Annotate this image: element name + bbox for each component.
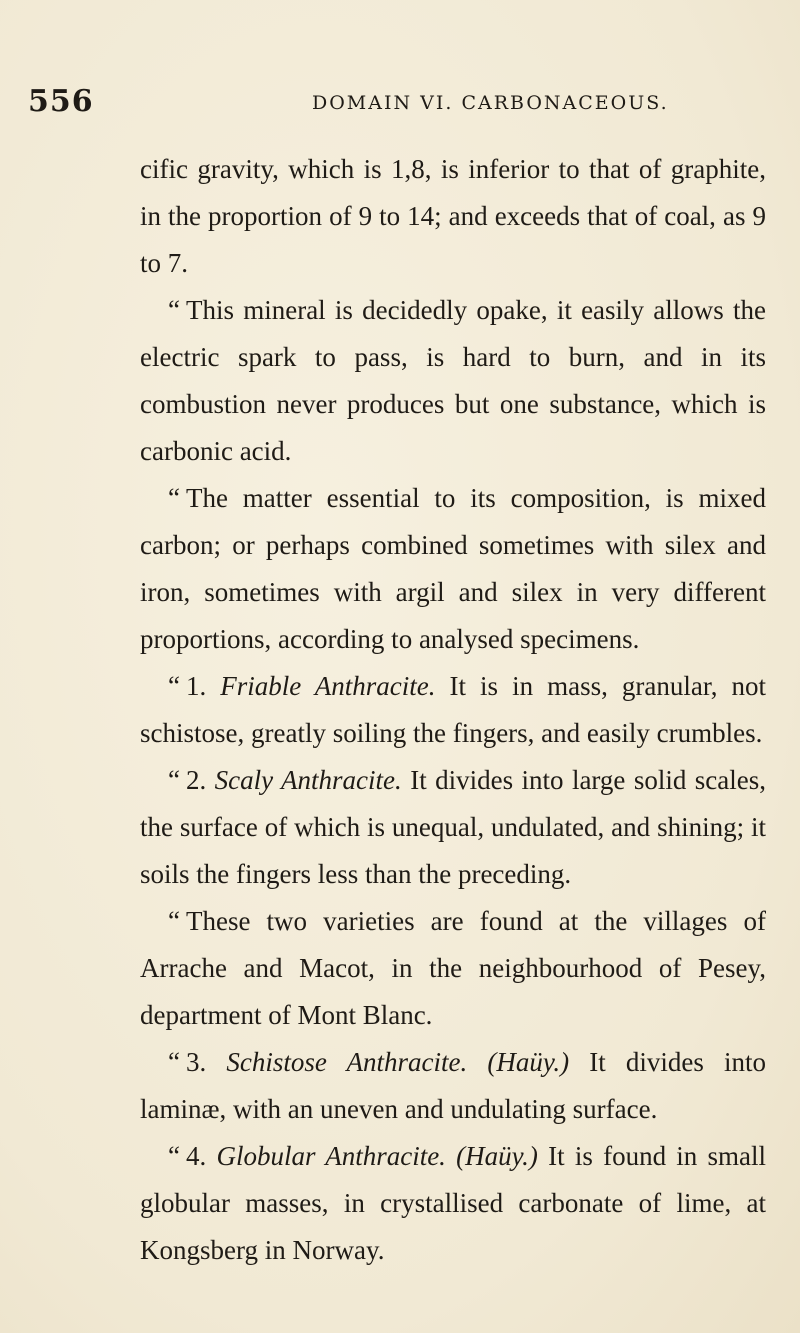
open-quote: “ [168,483,180,513]
item-number: 1. [185,671,207,701]
body-text [140,146,766,1274]
paragraph-text: It is in mass, granular, not schistose, greatly soiling the fingers, and easily crumbles. [140,671,767,748]
page-number: 556 [28,84,94,119]
item-number: 2. [185,765,207,795]
item-title: Globular Anthracite. (Haüy.) [216,1141,538,1171]
paragraph-localities [140,898,766,1039]
open-quote: “ [168,765,180,795]
paragraph-globular-anthracite [140,1133,766,1274]
paragraph-composition [140,475,766,663]
open-quote: “ [168,671,180,701]
paragraph-text: It divides into large solid scales, the surface of which is unequal, undulated, and shining; it soils the fingers less than the preceding. [140,765,766,889]
paragraph-friable-anthracite [140,663,766,757]
open-quote: “ [168,906,180,936]
item-title: Schistose Anthracite. (Haüy.) [226,1047,570,1077]
paragraph-electric-spark [140,287,766,475]
paragraph-scaly-anthracite [140,757,766,898]
item-number: 3. [185,1047,207,1077]
paragraph-text: These two varieties are found at the villages of Arrache and Macot, in the neighbourhood of Pesey, department of Mont Blanc. [140,906,766,1030]
paragraph-text: cific gravity, which is 1,8, is inferior to that of graphite, in the proportion of 9 to 14; and exceeds that of coal, as 9 to 7. [140,154,766,278]
paragraph-continuation [140,146,766,287]
paragraph-text: The matter essential to its composition, is mixed carbon; or perhaps combined sometimes with silex and iron, sometimes with argil and silex in very different proportions, according to analysed specimens. [140,483,766,654]
running-head [0,84,800,124]
item-title: Scaly Anthracite. [214,765,402,795]
open-quote: “ [168,295,180,325]
item-number: 4. [185,1141,207,1171]
paragraph-text: It is found in small globular masses, in crystallised carbonate of lime, at Kongsberg in Norway. [140,1141,767,1265]
paragraph-text: This mineral is decidedly opake, it easily allows the electric spark to pass, is hard to burn, and in its combustion never produces but one substance, which is carbonic acid. [140,295,766,466]
running-head-title: DOMAIN VI. CARBONACEOUS. [312,92,669,114]
paragraph-text: It divides into laminæ, with an uneven and undulating surface. [140,1047,766,1124]
paragraph-schistose-anthracite [140,1039,766,1133]
open-quote: “ [168,1047,180,1077]
item-title: Friable Anthracite. [220,671,436,701]
open-quote: “ [168,1141,180,1171]
